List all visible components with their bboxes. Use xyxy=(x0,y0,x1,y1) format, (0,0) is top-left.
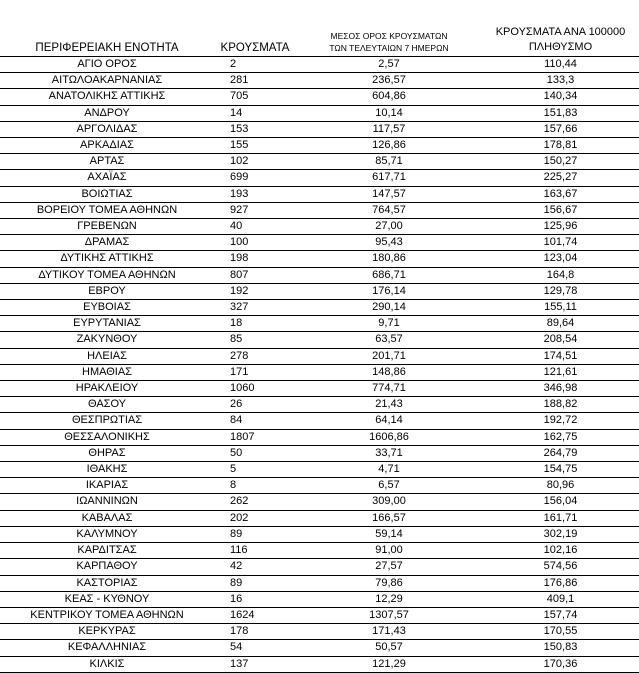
avg-7-days-cell: 33,71 xyxy=(375,446,403,459)
per-100k-cell: 174,51 xyxy=(543,349,578,362)
cases-cell: 198 xyxy=(230,252,249,265)
per-100k-cell: 102,16 xyxy=(543,544,578,557)
avg-7-days-cell: 21,43 xyxy=(375,398,403,411)
cases-cell: 178 xyxy=(230,625,249,638)
region-cell: ΚΑΣΤΟΡΙΑΣ xyxy=(76,576,138,589)
cases-cell: 262 xyxy=(230,495,249,508)
table-row xyxy=(0,300,639,316)
per-100k-cell: 178,81 xyxy=(543,139,578,152)
per-100k-cell: 157,66 xyxy=(543,122,578,135)
header-per100k-line2: ΠΛΗΘΥΣΜΟ xyxy=(528,41,593,53)
avg-7-days-cell: 9,71 xyxy=(378,317,400,330)
cases-cell: 16 xyxy=(230,592,243,605)
per-100k-cell: 123,04 xyxy=(543,252,578,265)
table-row xyxy=(0,591,639,607)
table-row xyxy=(0,559,639,575)
per-100k-cell: 125,96 xyxy=(543,220,578,233)
avg-7-days-cell: 27,00 xyxy=(375,220,403,233)
table-row xyxy=(0,510,639,526)
header-avg-line2: ΤΩΝ ΤΕΛΕΥΤΑΙΩΝ 7 ΗΜΕΡΩΝ xyxy=(329,43,449,53)
header-region: ΠΕΡΙΦΕΡΕΙΑΚΗ ΕΝΟΤΗΤΑ xyxy=(35,42,179,54)
cases-cell: 84 xyxy=(230,414,243,427)
per-100k-cell: 151,83 xyxy=(543,106,578,119)
table-row xyxy=(0,543,639,559)
cases-cell: 1624 xyxy=(230,608,255,621)
table-row xyxy=(0,526,639,542)
table-row xyxy=(0,624,639,640)
avg-7-days-cell: 236,57 xyxy=(372,74,406,87)
region-cell: ΙΩΑΝΝΙΝΩΝ xyxy=(76,495,138,508)
cases-cell: 192 xyxy=(230,284,249,297)
region-cell: ΚΕΑΣ - ΚΥΘΝΟΥ xyxy=(64,592,150,605)
table-row xyxy=(0,186,639,202)
cases-cell: 42 xyxy=(230,560,243,573)
region-cell: ΚΕΡΚΥΡΑΣ xyxy=(78,625,136,638)
avg-7-days-cell: 604,86 xyxy=(372,90,406,103)
avg-7-days-cell: 176,14 xyxy=(372,284,406,297)
cases-cell: 155 xyxy=(230,139,249,152)
cases-cell: 116 xyxy=(230,544,248,557)
cases-cell: 171 xyxy=(230,365,249,378)
per-100k-cell: 162,75 xyxy=(543,430,578,443)
region-cell: ΔΥΤΙΚΗΣ ΑΤΤΙΚΗΣ xyxy=(60,252,154,265)
avg-7-days-cell: 64,14 xyxy=(375,414,403,427)
region-cell: ΕΥΡΥΤΑΝΙΑΣ xyxy=(73,317,141,330)
avg-7-days-cell: 774,71 xyxy=(372,382,406,395)
per-100k-cell: 176,86 xyxy=(543,576,578,589)
avg-7-days-cell: 85,71 xyxy=(375,155,403,168)
cases-cell: 50 xyxy=(230,446,243,459)
per-100k-cell: 302,19 xyxy=(543,527,578,540)
table-row xyxy=(0,348,639,364)
table-row xyxy=(0,202,639,218)
table-row xyxy=(0,332,639,348)
region-cell: ΚΑΡΔΙΤΣΑΣ xyxy=(77,544,137,557)
avg-7-days-cell: 617,71 xyxy=(372,171,406,184)
per-100k-cell: 129,78 xyxy=(543,284,578,297)
avg-7-days-cell: 1606,86 xyxy=(369,430,409,443)
table-row xyxy=(0,478,639,494)
avg-7-days-cell: 10,14 xyxy=(375,106,403,119)
avg-7-days-cell: 63,57 xyxy=(375,333,403,346)
cases-cell: 278 xyxy=(230,349,249,362)
cases-cell: 2 xyxy=(230,58,237,70)
per-100k-cell: 264,79 xyxy=(543,446,578,459)
avg-7-days-cell: 12,29 xyxy=(375,592,403,605)
region-cell: ΑΡΚΑΔΙΑΣ xyxy=(80,139,134,152)
per-100k-cell: 163,67 xyxy=(543,187,578,200)
table-row xyxy=(0,235,639,251)
per-100k-cell: 110,44 xyxy=(544,58,577,70)
region-cell: ΚΑΒΑΛΑΣ xyxy=(81,511,133,524)
table-row xyxy=(0,154,639,170)
avg-7-days-cell: 6,57 xyxy=(378,479,400,492)
region-cell: ΕΥΒΟΙΑΣ xyxy=(83,301,131,314)
cases-cell: 14 xyxy=(230,106,243,119)
avg-7-days-cell: 147,57 xyxy=(372,187,406,200)
cases-cell: 193 xyxy=(230,187,249,200)
region-cell: ΑΝΔΡΟΥ xyxy=(84,106,130,119)
region-cell: ΓΡΕΒΕΝΩΝ xyxy=(77,220,137,233)
cases-cell: 153 xyxy=(230,122,249,135)
table-row xyxy=(0,267,639,283)
region-cell: ΘΕΣΣΑΛΟΝΙΚΗΣ xyxy=(64,430,150,443)
cases-cell: 927 xyxy=(230,203,249,216)
table-row xyxy=(0,413,639,429)
region-cell: ΙΘΑΚΗΣ xyxy=(86,463,128,476)
avg-7-days-cell: 309,00 xyxy=(372,495,406,508)
avg-7-days-cell: 95,43 xyxy=(375,236,403,249)
per-100k-cell: 164,8 xyxy=(546,268,575,281)
per-100k-cell: 150,27 xyxy=(543,155,578,168)
region-cell: ΚΑΛΥΜΝΟΥ xyxy=(76,527,138,540)
per-100k-cell: 192,72 xyxy=(543,414,578,427)
avg-7-days-cell: 201,71 xyxy=(372,349,406,362)
avg-7-days-cell: 764,57 xyxy=(372,203,406,216)
avg-7-days-cell: 59,14 xyxy=(375,527,403,540)
table-row xyxy=(0,575,639,591)
avg-7-days-cell: 121,29 xyxy=(372,657,406,670)
table-row xyxy=(0,251,639,267)
cases-cell: 18 xyxy=(230,317,243,330)
region-cell: ΚΑΡΠΑΘΟΥ xyxy=(76,560,138,573)
per-100k-cell: 80,96 xyxy=(546,479,575,492)
cases-cell: 102 xyxy=(230,155,249,168)
per-100k-cell: 155,11 xyxy=(544,301,577,314)
table-row xyxy=(0,283,639,299)
region-cell: ΑΝΑΤΟΛΙΚΗΣ ΑΤΤΙΚΗΣ xyxy=(48,90,166,103)
avg-7-days-cell: 166,57 xyxy=(372,511,406,524)
table-row xyxy=(0,105,639,121)
per-100k-cell: 140,34 xyxy=(543,90,578,103)
cases-cell: 89 xyxy=(230,576,243,589)
cases-cell: 281 xyxy=(230,74,249,87)
cases-cell: 705 xyxy=(230,90,249,103)
per-100k-cell: 161,71 xyxy=(543,511,578,524)
region-cell: ΙΚΑΡΙΑΣ xyxy=(85,479,129,492)
region-cell: ΚΕΦΑΛΛΗΝΙΑΣ xyxy=(67,641,147,654)
avg-7-days-cell: 2,57 xyxy=(378,58,400,70)
cases-cell: 699 xyxy=(230,171,249,184)
region-cell: ΑΡΤΑΣ xyxy=(89,155,125,168)
covid-cases-table xyxy=(0,4,639,673)
per-100k-cell: 150,83 xyxy=(543,641,578,654)
region-cell: ΑΧΑΪΑΣ xyxy=(87,171,127,184)
avg-7-days-cell: 50,57 xyxy=(375,641,403,654)
cases-cell: 137 xyxy=(230,657,249,670)
region-cell: ΘΗΡΑΣ xyxy=(88,446,126,459)
cases-cell: 85 xyxy=(230,333,243,346)
avg-7-days-cell: 290,14 xyxy=(372,301,406,314)
per-100k-cell: 154,75 xyxy=(543,463,578,476)
cases-cell: 26 xyxy=(230,398,243,411)
cases-cell: 54 xyxy=(230,641,243,654)
per-100k-cell: 170,55 xyxy=(543,625,578,638)
avg-7-days-cell: 117,57 xyxy=(372,122,406,135)
region-cell: ΘΑΣΟΥ xyxy=(87,398,127,411)
header-cases: ΚΡΟΥΣΜΑΤΑ xyxy=(220,42,290,54)
header-per-100k xyxy=(482,4,639,57)
table-body xyxy=(0,57,639,673)
cases-cell: 807 xyxy=(230,268,249,281)
table-row xyxy=(0,429,639,445)
per-100k-cell: 574,56 xyxy=(543,560,578,573)
per-100k-cell: 409,1 xyxy=(546,592,575,605)
per-100k-cell: 156,67 xyxy=(543,203,578,216)
region-cell: ΗΜΑΘΙΑΣ xyxy=(82,365,132,378)
per-100k-cell: 225,27 xyxy=(543,171,578,184)
region-cell: ΚΕΝΤΡΙΚΟΥ ΤΟΜΕΑ ΑΘΗΝΩΝ xyxy=(30,608,184,621)
per-100k-cell: 121,61 xyxy=(543,365,578,378)
table-row xyxy=(0,170,639,186)
header-avg-7-days xyxy=(296,4,482,57)
table-row xyxy=(0,219,639,235)
cases-cell: 89 xyxy=(230,527,243,540)
table-row xyxy=(0,121,639,137)
cases-cell: 5 xyxy=(230,463,237,476)
header-per100k-line1: ΚΡΟΥΣΜΑΤΑ ΑΝΑ 100000 xyxy=(495,26,626,38)
avg-7-days-cell: 91,00 xyxy=(375,544,403,557)
avg-7-days-cell: 171,43 xyxy=(372,625,406,638)
region-cell: ΖΑΚΥΝΘΟΥ xyxy=(76,333,138,346)
avg-7-days-cell: 1307,57 xyxy=(369,608,409,621)
table-row xyxy=(0,397,639,413)
region-cell: ΒΟΡΕΙΟΥ ΤΟΜΕΑ ΑΘΗΝΩΝ xyxy=(36,203,178,216)
table-row xyxy=(0,316,639,332)
avg-7-days-cell: 180,86 xyxy=(372,252,406,265)
region-cell: ΑΡΓΟΛΙΔΑΣ xyxy=(76,122,138,135)
cases-cell: 1060 xyxy=(230,382,255,395)
region-cell: ΗΛΕΙΑΣ xyxy=(87,349,127,362)
table-header-row xyxy=(0,4,639,57)
avg-7-days-cell: 79,86 xyxy=(375,576,403,589)
avg-7-days-cell: 4,71 xyxy=(378,463,400,476)
table-row xyxy=(0,73,639,89)
table-row xyxy=(0,89,639,105)
region-cell: ΔΡΑΜΑΣ xyxy=(84,236,130,249)
per-100k-cell: 89,64 xyxy=(546,317,575,330)
table-row xyxy=(0,640,639,656)
region-cell: ΘΕΣΠΡΩΤΙΑΣ xyxy=(71,414,143,427)
table-row xyxy=(0,381,639,397)
table-row xyxy=(0,607,639,623)
per-100k-cell: 156,04 xyxy=(543,495,578,508)
table-row xyxy=(0,364,639,380)
region-cell: ΚΙΛΚΙΣ xyxy=(89,657,125,670)
region-cell: ΑΙΤΩΛΟΑΚΑΡΝΑΝΙΑΣ xyxy=(51,74,163,87)
table-row xyxy=(0,138,639,154)
per-100k-cell: 188,82 xyxy=(543,398,578,411)
region-cell: ΕΒΡΟΥ xyxy=(88,284,126,297)
header-avg-line1: ΜΕΣΟΣ ΟΡΟΣ ΚΡΟΥΣΜΑΤΩΝ xyxy=(330,31,448,41)
per-100k-cell: 170,36 xyxy=(543,657,578,670)
region-cell: ΗΡΑΚΛΕΙΟΥ xyxy=(75,382,139,395)
region-cell: ΒΟΙΩΤΙΑΣ xyxy=(81,187,133,200)
cases-cell: 100 xyxy=(230,236,249,249)
region-cell: ΑΓΙΟ ΟΡΟΣ xyxy=(77,58,137,70)
cases-cell: 8 xyxy=(230,479,237,492)
avg-7-days-cell: 686,71 xyxy=(372,268,406,281)
per-100k-cell: 101,74 xyxy=(543,236,578,249)
per-100k-cell: 133,3 xyxy=(546,74,575,87)
table-row xyxy=(0,57,639,73)
cases-cell: 1807 xyxy=(230,430,255,443)
region-cell: ΔΥΤΙΚΟΥ ΤΟΜΕΑ ΑΘΗΝΩΝ xyxy=(38,268,176,281)
table-row xyxy=(0,462,639,478)
cases-cell: 40 xyxy=(230,220,243,233)
avg-7-days-cell: 27,57 xyxy=(375,560,403,573)
per-100k-cell: 157,74 xyxy=(543,608,578,621)
table-row xyxy=(0,494,639,510)
cases-cell: 327 xyxy=(230,301,249,314)
cases-cell: 202 xyxy=(230,511,249,524)
per-100k-cell: 346,98 xyxy=(543,382,578,395)
per-100k-cell: 208,54 xyxy=(543,333,578,346)
avg-7-days-cell: 126,86 xyxy=(372,139,406,152)
avg-7-days-cell: 148,86 xyxy=(372,365,406,378)
table-row xyxy=(0,445,639,461)
